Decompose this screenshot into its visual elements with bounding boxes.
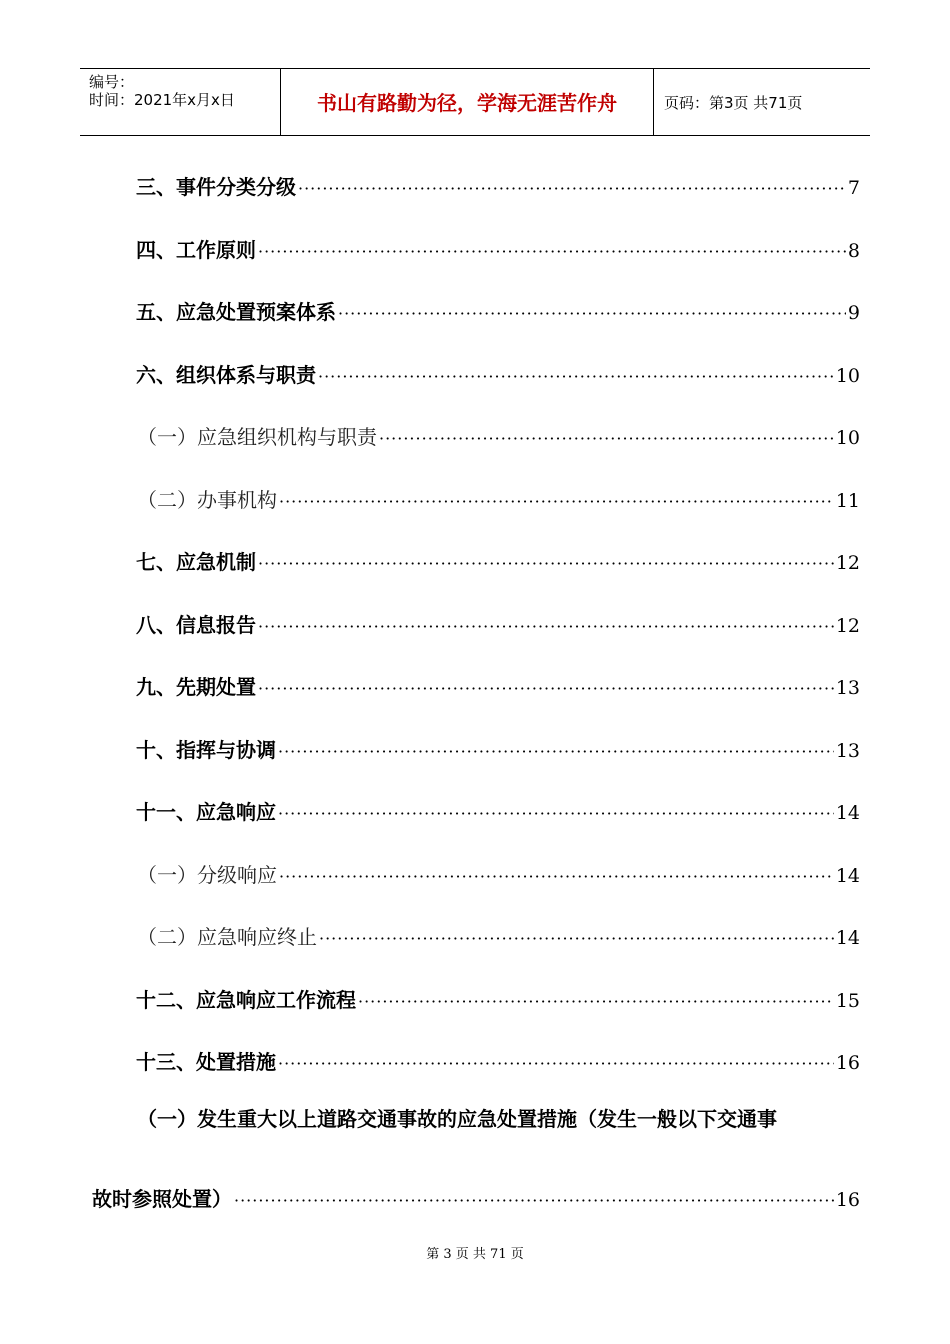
- number-label: 编号：: [89, 73, 135, 91]
- toc-leader-dots: [258, 678, 834, 700]
- toc-entry-page: 9: [847, 302, 860, 324]
- page-info: 页码：第3页 共71页: [664, 94, 803, 112]
- toc-leader-dots: [258, 553, 834, 575]
- toc-entry-title: 故时参照处置）: [92, 1187, 232, 1211]
- toc-entry[interactable]: [0, 858, 950, 888]
- toc-entry-page: 15: [835, 990, 860, 1012]
- toc-entry-page: 12: [835, 615, 860, 637]
- toc-entry[interactable]: [0, 795, 950, 825]
- toc-entry[interactable]: [0, 608, 950, 638]
- toc-entry-wrapped-line2[interactable]: [0, 1182, 950, 1212]
- toc-leader-dots: [278, 741, 834, 763]
- toc-leader-dots: [338, 303, 846, 325]
- header-left-cell: [80, 69, 281, 135]
- toc-leader-dots: [258, 616, 834, 638]
- toc-entry[interactable]: [0, 545, 950, 575]
- toc-entry[interactable]: [0, 1045, 950, 1075]
- toc-entry-title: 七、应急机制: [136, 550, 256, 574]
- toc-entry-page: 16: [835, 1189, 860, 1211]
- toc-entry-title: 八、信息报告: [136, 613, 256, 637]
- toc-entry-title: 十三、处置措施: [136, 1050, 276, 1074]
- header-right-cell: [654, 69, 870, 135]
- toc-entry-page: 10: [835, 427, 860, 449]
- toc-leader-dots: [298, 178, 846, 200]
- toc-entry-page: 7: [847, 177, 860, 199]
- toc-entry[interactable]: [0, 170, 950, 200]
- toc-entry-title: 九、先期处置: [136, 675, 256, 699]
- toc-entry[interactable]: [0, 983, 950, 1013]
- toc-entry-title: 三、事件分类分级: [136, 175, 296, 199]
- toc-leader-dots: [358, 991, 834, 1013]
- toc-entry-title: 十一、应急响应: [136, 800, 276, 824]
- toc-entry-page: 14: [835, 802, 860, 824]
- toc-entry-title: （一）分级响应: [137, 863, 277, 887]
- toc-entry-title: 六、组织体系与职责: [136, 363, 316, 387]
- page-footer: 第 3 页 共 71 页: [426, 1247, 524, 1262]
- toc-entry-page: 14: [835, 927, 860, 949]
- toc-leader-dots: [234, 1190, 834, 1212]
- toc-leader-dots: [318, 366, 834, 388]
- toc-entry[interactable]: [0, 358, 950, 388]
- toc-leader-dots: [279, 866, 834, 888]
- toc-entry[interactable]: [0, 733, 950, 763]
- toc-entry-page: 16: [835, 1052, 860, 1074]
- toc-leader-dots: [258, 241, 846, 263]
- page-header: [80, 68, 870, 136]
- toc-leader-dots: [278, 1053, 834, 1075]
- toc-entry[interactable]: [0, 295, 950, 325]
- toc-entry-page: 11: [835, 490, 860, 512]
- time-label: 时间：2021年x月x日: [89, 91, 235, 109]
- toc-entry-page: 8: [847, 240, 860, 262]
- toc-leader-dots: [379, 428, 834, 450]
- toc-entry[interactable]: [0, 420, 950, 450]
- toc-entry-title: 十二、应急响应工作流程: [136, 988, 356, 1012]
- toc-entry-wrapped-line1[interactable]: （一）发生重大以上道路交通事故的应急处置措施（发生一般以下交通事: [137, 1107, 777, 1131]
- toc-entry-title: 十、指挥与协调: [136, 738, 276, 762]
- toc-entry-title: （二）办事机构: [137, 488, 277, 512]
- toc-entry[interactable]: [0, 920, 950, 950]
- toc-entry-title: 四、工作原则: [136, 238, 256, 262]
- toc-leader-dots: [279, 491, 834, 513]
- toc-entry[interactable]: [0, 670, 950, 700]
- toc-leader-dots: [319, 928, 834, 950]
- toc-entry-title: 五、应急处置预案体系: [136, 300, 336, 324]
- toc-entry-title: （一）应急组织机构与职责: [137, 425, 377, 449]
- header-middle-cell: [281, 69, 654, 135]
- toc-entry[interactable]: [0, 483, 950, 513]
- toc-entry-page: 12: [835, 552, 860, 574]
- toc-leader-dots: [278, 803, 834, 825]
- toc-entry-page: 10: [835, 365, 860, 387]
- toc-entry-page: 13: [835, 740, 860, 762]
- toc-entry[interactable]: [0, 233, 950, 263]
- toc-entry-page: 13: [835, 677, 860, 699]
- header-motto: 书山有路勤为径，学海无涯苦作舟: [317, 91, 617, 115]
- toc-entry-page: 14: [835, 865, 860, 887]
- toc-entry-title: （二）应急响应终止: [137, 925, 317, 949]
